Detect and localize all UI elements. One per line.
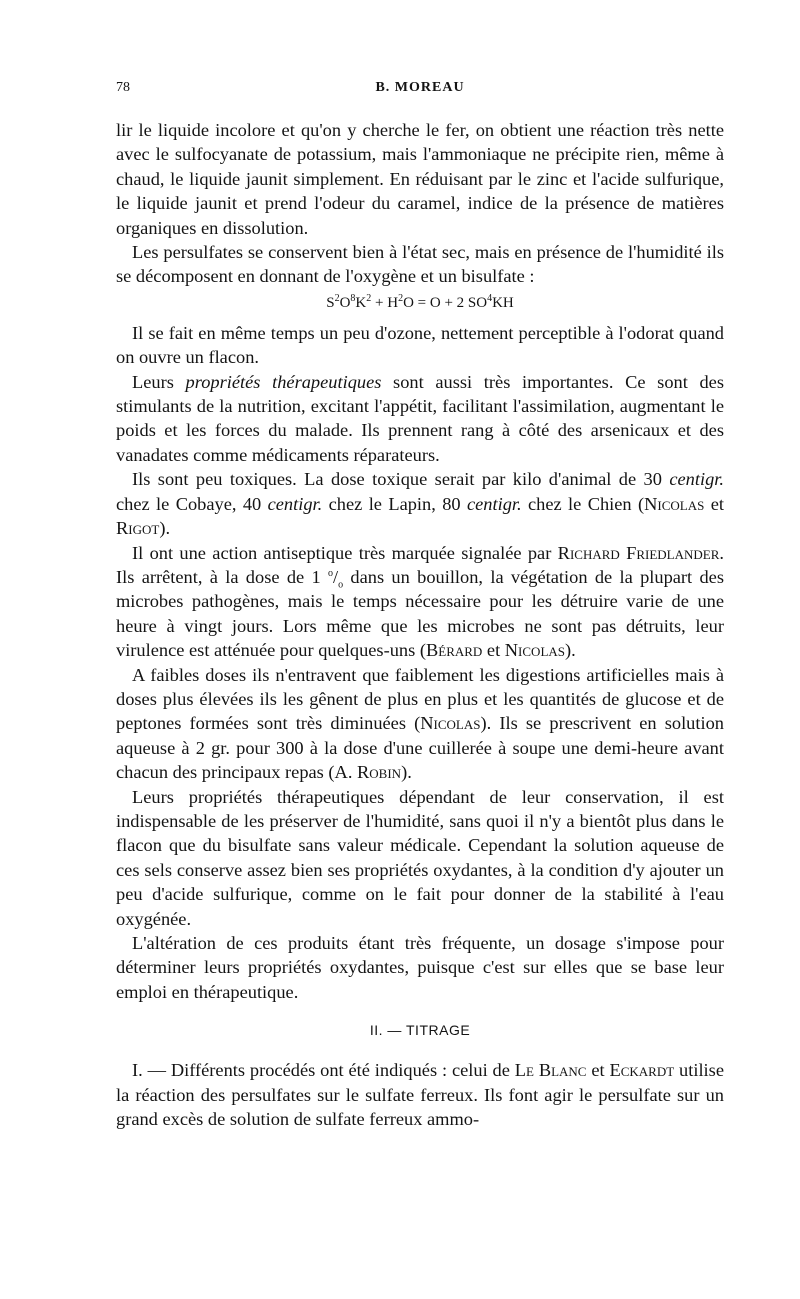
paragraph: Leurs propriétés thérapeutiques dépendant de leur conservation, il est indispensable de les préserver de l'humidité, sans quoi il n'y a bientôt plus dans le flacon que du bisulfate sans valeur médicale. Cependant la solution aqueuse de ces sels conserve assez bien ses propriétés oxydantes, à la condition d'y ajouter un peu d'acide sulfurique, comme on le fait pour donner de la stabilité à l'eau oxygénée.	[116, 786, 724, 929]
section-heading: II. — TITRAGE	[369, 1022, 471, 1039]
paragraph: Les persulfates se conservent bien à l'état sec, mais en présence de l'humidité ils se décomposent en donnant de l'oxygène et un bisulfate :	[116, 242, 724, 287]
paragraph: Il se fait en même temps un peu d'ozone, nettement perceptible à l'odorat quand on ouvre un flacon.	[116, 322, 724, 368]
paragraph: A faibles doses ils n'entravent que faiblement les digestions artificielles mais à doses plus élevées ils les gênent de plus en plus et les quantités de glucose et de peptones formées sont très diminuées (Nicolas). Ils se prescrivent en solution aqueuse à 2 gr. pour 300 à la dose d'une cuillerée à soupe une demi-heure avant chacun des principaux repas (A. Robin).	[116, 664, 724, 783]
body-text	[116, 118, 724, 1131]
paragraph: Ils sont peu toxiques. La dose toxique serait par kilo d'animal de 30 centigr. chez le Cobaye, 40 centigr. chez le Lapin, 80 centigr. chez le Chien (Nicolas et Rigot).	[116, 469, 725, 539]
paragraph: Leurs propriétés thérapeutiques sont aussi très importantes. Ce sont des stimulants de la nutrition, excitant l'appétit, facilitant l'assimilation, augmentant le poids et les forces du malade. Ils prennent rang à côté des arsenicaux et des vanadates comme médicaments réparateurs.	[116, 371, 724, 465]
page-header	[116, 80, 724, 102]
paragraph: lir le liquide incolore et qu'on y cherche le fer, on obtient une réaction très nette avec le sulfocyanate de potassium, mais l'ammoniaque ne précipite rien, même à chaud, le liquide jaunit simplement. En réduisant par le zinc et l'acide sulfurique, le liquide jaunit et prend l'odeur du caramel, indice de la présence de matières organiques en dissolution.	[116, 120, 724, 238]
paragraph: I. — Différents procédés ont été indiqués : celui de Le Blanc et Eckardt utilise la réaction des persulfates sur le sulfate ferreux. Ils font agir le persulfate sur un grand excès de solution de sulfate ferreux ammo-	[116, 1060, 724, 1130]
page-number: 78	[116, 80, 130, 95]
paragraph: L'altération de ces produits étant très fréquente, un dosage s'impose pour déterminer leurs propriétés oxydantes, puisque c'est sur elles que se base leur emploi en thérapeutique.	[116, 933, 724, 1002]
running-head: B. MOREAU	[375, 80, 465, 95]
paragraph: Il ont une action antiseptique très marquée signalée par Richard Friedlander. Ils arrêtent, à la dose de 1 $^o/_o$ dans un bouillon, la végétation de la plupart des microbes pathogènes, mais le temps nécessaire pour les détruire varie de une heure à vingt jours. Lors même que les microbes ne sont pas détruits, leur virulence est atténuée pour quelques-uns (Bérard et Nicolas).	[116, 542, 724, 661]
chemical-equation: $S^2O^8K^2 + H^2O = O + 2$ $SO^4KH$	[326, 292, 514, 311]
